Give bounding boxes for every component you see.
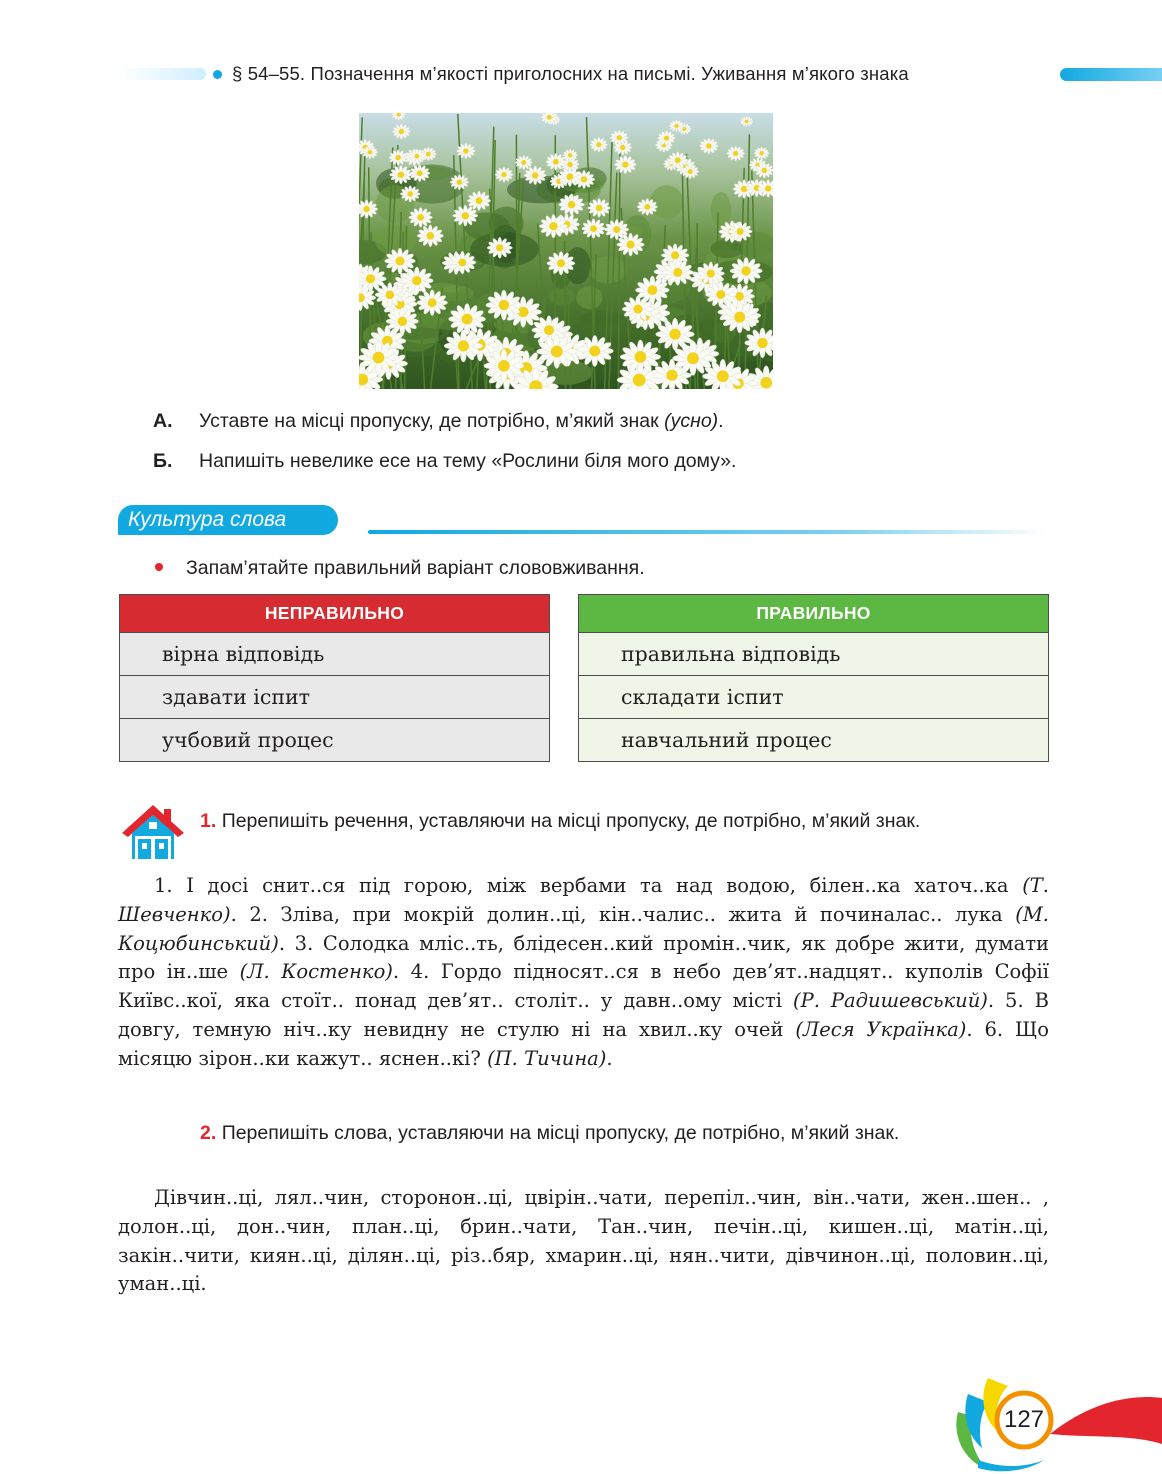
table-row: правильна відповідь (579, 633, 1049, 676)
sentence-text: . 6. Що місяцю зірон..ки кажут.. яснен..кі? (118, 1017, 1049, 1070)
citation-author: (Т. Шевченко) (118, 874, 1049, 926)
task-a-note: (усно) (664, 410, 719, 432)
task-b-letter: Б. (153, 450, 173, 472)
daisy-flower (359, 200, 378, 219)
task-b (153, 450, 736, 473)
header-bullet-dot (213, 70, 222, 79)
exercise-2-instruction (200, 1120, 1000, 1147)
exercise-1-paragraph (118, 872, 1049, 1074)
citation-author: (Леся Українка) (795, 1017, 967, 1041)
chamomile-photo (359, 113, 773, 389)
page-number: 127 (1003, 1406, 1045, 1433)
daisy-flower (620, 340, 661, 374)
home-icon (120, 803, 186, 861)
culture-instruction (155, 557, 645, 580)
foliage-blob (549, 287, 575, 306)
daisy-flower (615, 156, 637, 174)
table-wrong-header: НЕПРАВИЛЬНО (120, 595, 550, 633)
exercise-1-instruction (200, 808, 1000, 835)
task-a-end: . (718, 410, 724, 432)
exercise-2-text (118, 1184, 1049, 1299)
daisy-flower (588, 199, 611, 218)
sentence-text: . 2. Зліва, при мокрій долин..ці, кін..чалис.. жита й починалас.. лука (230, 902, 1016, 926)
sentence-text: 1. І досі снит..ся під горою, між вербами та над водою, білен..ка хаточ..ка (154, 874, 1023, 897)
sentence-text: . (606, 1046, 613, 1070)
page-number-decoration (940, 1372, 1162, 1474)
foliage-blob (711, 239, 743, 258)
section-banner-culture: Культура слова (118, 505, 338, 535)
sentence-text: . 3. Солодка мліс..ть, блідесен..кий промін..чик, як добре жити, думати про ін..ше (118, 931, 1049, 984)
daisy-flower (754, 147, 769, 160)
daisy-flower (563, 149, 578, 162)
task-b-text: Напишіть невелике есе на тему «Рослини біля мого дому». (199, 450, 737, 472)
exercise-1-instruction-text: Перепишіть речення, уставляючи на місці пропуску, де потрібно, м’який знак. (221, 810, 921, 832)
daisy-flower (727, 146, 745, 161)
foliage-blob (576, 286, 602, 309)
daisy-flower (582, 219, 606, 239)
daisy-flower (391, 113, 406, 121)
table-row: навчальний процес (579, 719, 1049, 762)
task-a (153, 410, 724, 433)
table-row: складати іспит (579, 676, 1049, 719)
citation-author: (П. Тичина) (487, 1046, 607, 1070)
table-right-header: ПРАВИЛЬНО (579, 595, 1049, 633)
table-row: здавати іспит (120, 676, 550, 719)
culture-instruction-text: Запам’ятайте правильний варіант слововживання. (186, 557, 645, 579)
sentence-text: . 5. В довгу, темную ніч..ку невидну не стулю ні на хвил..ку очей (118, 989, 1049, 1041)
page-header-title: § 54–55. Позначення м’якості приголосних на письмі. Уживання м’якого знака (232, 63, 909, 84)
task-a-letter: А. (153, 410, 173, 432)
table-row: вірна відповідь (120, 633, 550, 676)
exercise-1-text (118, 872, 1049, 1074)
section-banner-line (368, 530, 1048, 534)
table-row: учбовий процес (120, 719, 550, 762)
red-bullet-icon (155, 563, 163, 571)
task-a-text: Уставте на місці пропуску, де потрібно, м’який знак (199, 410, 659, 432)
citation-author: (Р. Радишевський) (793, 989, 988, 1013)
exercise-2-number: 2. (200, 1122, 217, 1144)
table-wrong-usage (119, 594, 550, 762)
daisy-flower (495, 167, 513, 182)
exercise-2-paragraph: Дівчин..ці, лял..чин, сторонон..ці, цвірін..чати, перепіл..чин, він..чати, жен..шен.. , долон..ці, дон..чин, план..ці, брин..чати, Тан..чин, печін..ці, кишен..ці, матін..ці, закін..чити, киян..ці, ділян..ці, різ..бяр, хмарин..ці, нян..чити, дівчинон..ці, половин..ці, уман..ці. (118, 1186, 1049, 1296)
foliage-blob (711, 192, 731, 228)
exercise-2-instruction-text: Перепишіть слова, уставляючи на місці пропуску, де потрібно, м’який знак. (221, 1122, 900, 1144)
daisy-flower (740, 116, 753, 127)
header-left-bar (118, 68, 206, 80)
table-right-usage (578, 594, 1049, 762)
citation-author: (Л. Костенко) (239, 960, 393, 984)
header-right-bar (1060, 68, 1162, 81)
exercise-1-number: 1. (200, 810, 217, 832)
sentence-text: . 4. Гордо підносят..ся в небо дев’ят..надцят.. куполів Софії Київс..кої, яка стоїт.. понад дев’ят.. століт.. у давн..ому місті (118, 960, 1049, 1013)
chamomile-illustration (359, 113, 773, 389)
daisy-flower (590, 137, 608, 152)
daisy-flower (392, 124, 410, 139)
citation-author: (М. Коцюбинський) (118, 902, 1049, 955)
stem (618, 135, 620, 389)
daisy-flower (699, 138, 718, 154)
daisy-flower (417, 225, 443, 247)
foliage-blob (580, 311, 625, 326)
